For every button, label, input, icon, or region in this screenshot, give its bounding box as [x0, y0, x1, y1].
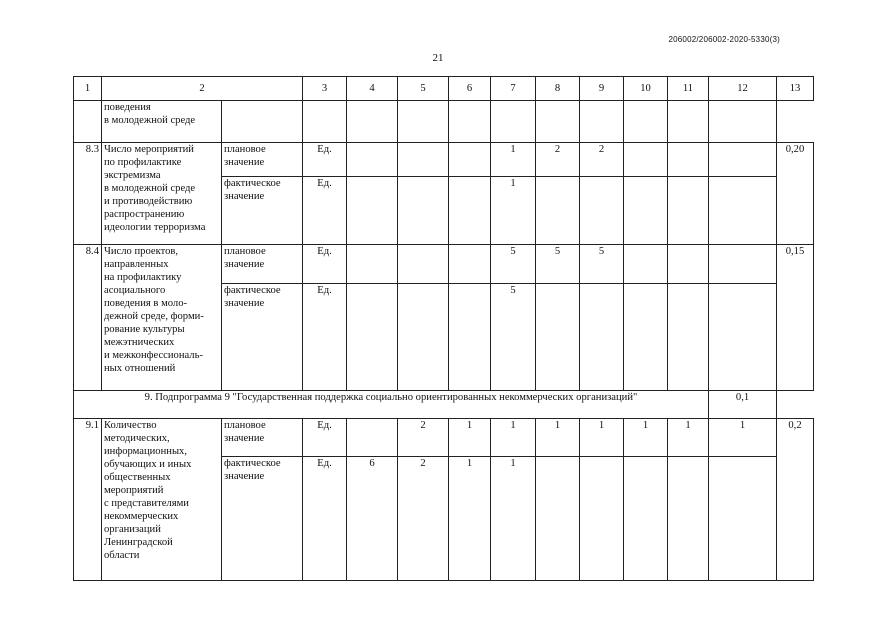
value-cell: 1: [580, 419, 624, 457]
value-cell: [449, 143, 491, 177]
value-cell: 2: [398, 457, 449, 581]
indicator-row: [74, 245, 814, 284]
subprogram-weight: 0,1: [709, 391, 777, 419]
column-header: 8: [536, 77, 580, 101]
value-cell: [624, 457, 668, 581]
indicator-row: [74, 419, 814, 457]
value-cell: 1: [491, 419, 536, 457]
value-cell: [536, 457, 580, 581]
value-cell: 1: [536, 419, 580, 457]
value-cell: 1: [624, 419, 668, 457]
column-header: 13: [777, 77, 814, 101]
table-cell: [74, 101, 102, 143]
value-cell: [536, 284, 580, 391]
column-header: 3: [303, 77, 347, 101]
value-type-label: плановое значение: [222, 419, 303, 457]
value-type-label: фактическое значение: [222, 457, 303, 581]
value-cell: [624, 143, 668, 177]
column-header: 12: [709, 77, 777, 101]
value-cell: [668, 457, 709, 581]
value-cell: 1: [668, 419, 709, 457]
value-cell: 2: [580, 143, 624, 177]
value-type-label: фактическое значение: [222, 177, 303, 245]
value-cell: [347, 177, 398, 245]
value-cell: [449, 245, 491, 284]
value-cell: 5: [491, 245, 536, 284]
subprogram-title: 9. Подпрограмма 9 "Государственная поддержка социально ориентированных некоммерческих организаций": [74, 391, 709, 419]
weight-cell: 0,15: [777, 245, 814, 391]
column-header: 7: [491, 77, 536, 101]
column-header: 11: [668, 77, 709, 101]
value-cell: 5: [491, 284, 536, 391]
unit-cell: Ед.: [303, 284, 347, 391]
value-cell: [398, 245, 449, 284]
column-header: 5: [398, 77, 449, 101]
value-cell: [449, 177, 491, 245]
value-cell: [580, 457, 624, 581]
value-cell: [668, 245, 709, 284]
column-header: 2: [102, 77, 303, 101]
value-cell: 5: [536, 245, 580, 284]
value-cell: [347, 284, 398, 391]
value-type-label: плановое значение: [222, 143, 303, 177]
value-cell: [668, 284, 709, 391]
value-cell: 1: [491, 177, 536, 245]
document-id: 206002/206002-2020-5330(3): [668, 35, 780, 44]
indicator-name: поведения в молодежной среде: [102, 101, 222, 143]
value-cell: [668, 177, 709, 245]
column-header: 1: [74, 77, 102, 101]
weight-cell: 0,20: [777, 143, 814, 245]
value-cell: [398, 177, 449, 245]
column-header: 4: [347, 77, 398, 101]
value-cell: [668, 143, 709, 177]
indicator-number: 8.4: [74, 245, 102, 391]
unit-cell: Ед.: [303, 419, 347, 457]
value-cell: [580, 177, 624, 245]
column-header: 9: [580, 77, 624, 101]
value-cell: 1: [491, 457, 536, 581]
value-cell: [347, 143, 398, 177]
unit-cell: Ед.: [303, 143, 347, 177]
indicator-row: [74, 143, 814, 177]
value-cell: 1: [709, 419, 777, 457]
value-cell: 5: [580, 245, 624, 284]
subprogram-row: [74, 391, 814, 419]
unit-cell: Ед.: [303, 177, 347, 245]
value-cell: [624, 245, 668, 284]
value-cell: [398, 143, 449, 177]
value-cell: [709, 245, 777, 284]
indicator-name: Число мероприятий по профилактике экстремизма в молодежной среде и противодействию распространению идеологии терроризма: [102, 143, 222, 245]
column-header: 10: [624, 77, 668, 101]
indicator-name: Число проектов, направленных на профилактику асоциального поведения в моло- дежной среде, форми- рование культуры межэтнических и межконфессиональ- ных отношений: [102, 245, 222, 391]
indicator-number: 8.3: [74, 143, 102, 245]
value-cell: [624, 284, 668, 391]
value-type-label: фактическое значение: [222, 284, 303, 391]
value-type-label: плановое значение: [222, 245, 303, 284]
page-number: 21: [432, 52, 444, 64]
indicator-number: 9.1: [74, 419, 102, 581]
continuation-row: [74, 101, 814, 143]
value-cell: [709, 457, 777, 581]
value-cell: 2: [536, 143, 580, 177]
value-cell: 1: [449, 457, 491, 581]
value-cell: 1: [491, 143, 536, 177]
weight-cell: 0,2: [777, 419, 814, 581]
unit-cell: Ед.: [303, 245, 347, 284]
value-cell: [398, 284, 449, 391]
value-cell: 6: [347, 457, 398, 581]
value-cell: [449, 284, 491, 391]
value-cell: [536, 177, 580, 245]
value-cell: 1: [449, 419, 491, 457]
value-cell: [347, 419, 398, 457]
value-cell: [580, 284, 624, 391]
value-cell: [347, 245, 398, 284]
value-cell: [624, 177, 668, 245]
value-cell: 2: [398, 419, 449, 457]
value-cell: [709, 177, 777, 245]
unit-cell: Ед.: [303, 457, 347, 581]
indicator-name: Количество методических, информационных, обучающих и иных общественных мероприятий с представителями некоммерческих организаций Ленинградской области: [102, 419, 222, 581]
column-header: 6: [449, 77, 491, 101]
indicator-table: [73, 76, 814, 581]
value-cell: [709, 143, 777, 177]
value-cell: [709, 284, 777, 391]
column-header-row: [74, 77, 814, 101]
table-cell: [222, 101, 303, 143]
